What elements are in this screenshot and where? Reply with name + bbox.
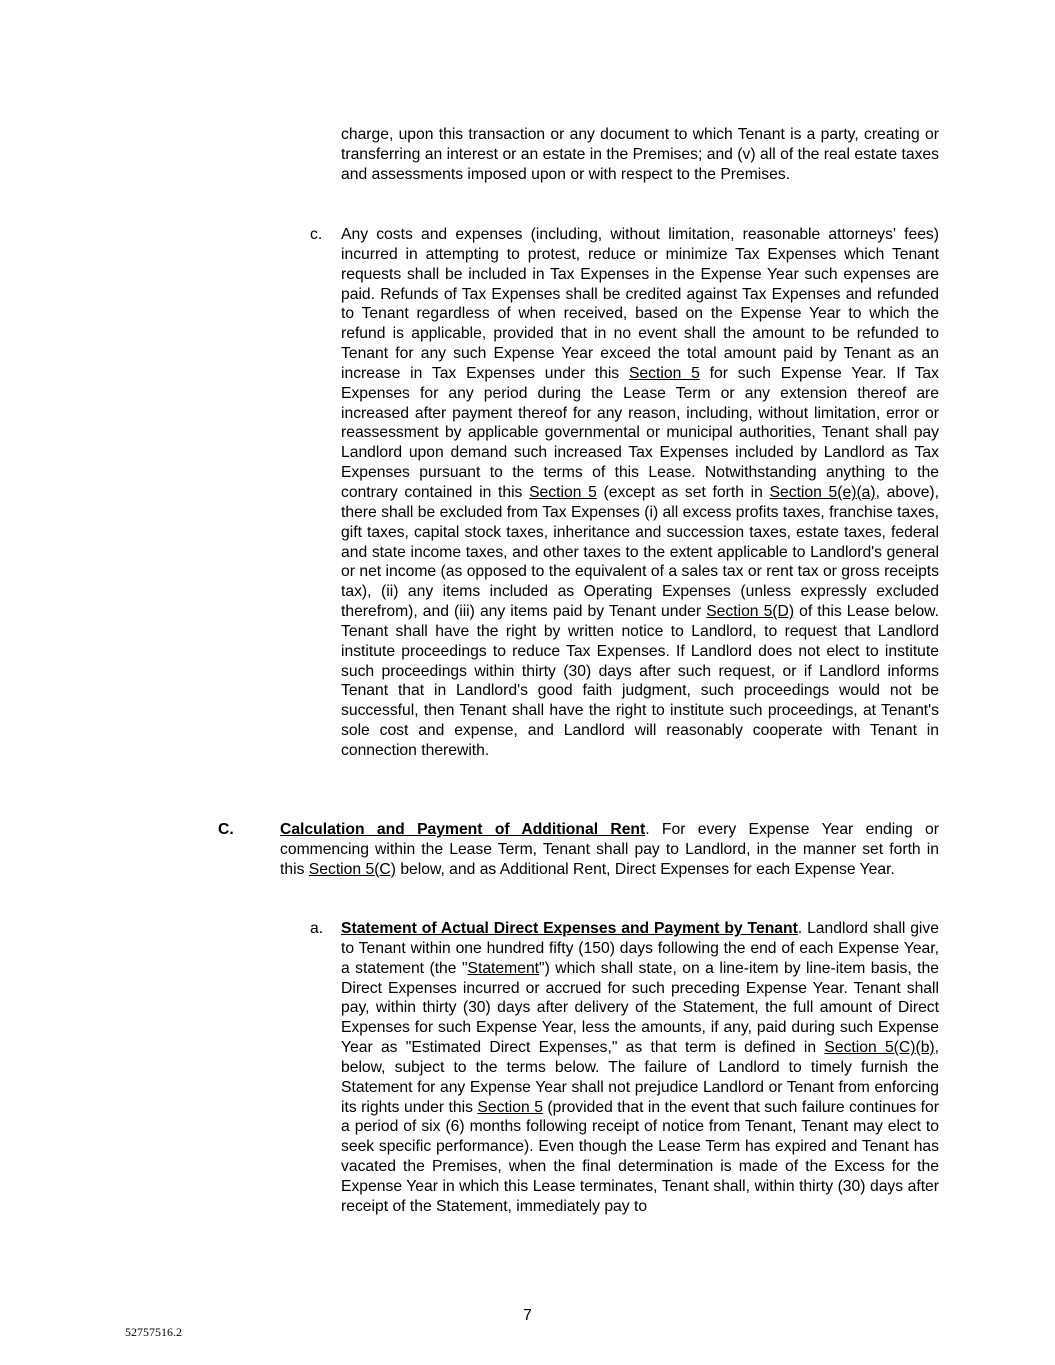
paragraph-c-label: c. [310, 226, 323, 243]
paragraph-c-text-3: (except as set forth in [596, 483, 770, 501]
section-c-label: C. [218, 821, 234, 838]
section-c-heading: Calculation and Payment of Additional Rent [280, 821, 646, 838]
paragraph-a-text-1: . Landlord shall give to Tenant within one hundred fifty (150) days following the end of each Expense Year, a statement (the " [341, 920, 939, 977]
paragraph-a-text-4: (provided that in the event that such failure continues for a period of six (6) months following receipt of notice from Tenant, Tenant may elect to seek specific performance). Even though the Lease Term has expired and Tenant has vacated the Premises, when the final determination is made of the Excess for the Expense Year in which this Lease terminates, Tenant shall, within thirty (30) days after receipt of the Statement, immediately pay to [341, 1098, 939, 1215]
paragraph-c-text-4: , above), there shall be excluded from Tax Expenses (i) all excess profits taxes, franchise taxes, gift taxes, capital stock taxes, inheritance and succession taxes, estate taxes, federal and state income taxes, and other taxes to the extent applicable to Landlord's general or net income (as opposed to the equivalent of a sales tax or rent tax or gross receipts tax), (ii) any items included as Operating Expenses (unless expressly excluded therefrom), and (iii) any items paid by Tenant under [341, 483, 939, 621]
section-5-link[interactable]: Section 5 [529, 483, 597, 501]
paragraph-c-text-1: Any costs and expenses (including, without limitation, reasonable attorneys' fees) incurred in attempting to protest, reduce or minimize Tax Expenses which Tenant requests shall be included in Tax Expenses in the Expense Year such expenses are paid. Refunds of Tax Expenses shall be credited against Tax Expenses and refunded to Tenant regardless of when received, based on the Expense Year to which the refund is applicable, provided that in no event shall the amount to be refunded to Tenant for any such Expense Year exceed the total amount paid by Tenant as an increase in Tax Expenses under this [341, 226, 939, 382]
paragraph-a-text [341, 919, 939, 1217]
statement-term: Statement [467, 959, 540, 977]
paragraph-a-text-3: , below, subject to the terms below. The failure of Landlord to timely furnish the Statement for any Expense Year shall not prejudice Landlord or Tenant from enforcing its rights under this [341, 1039, 939, 1116]
section-c [280, 820, 939, 880]
paragraph-b-text: charge, upon this transaction or any document to which Tenant is a party, creating or transferring an interest or an estate in the Premises; and (v) all of the real estate taxes and assessments imposed upon or with respect to the Premises. [341, 126, 939, 183]
page-number: 7 [523, 1307, 532, 1324]
paragraph-b-continuation [341, 125, 939, 185]
paragraph-c [341, 225, 939, 761]
paragraph-c-text-5: of this Lease below. Tenant shall have the right by written notice to Landlord, to request that Landlord institute proceedings to reduce Tax Expenses. If Landlord does not elect to institute such proceedings within thirty (30) days after such request, or if Landlord informs Tenant that in Landlord's good faith judgment, such proceedings would not be successful, then Tenant shall have the right to institute such proceedings, at Tenant's sole cost and expense, and Landlord will reasonably cooperate with Tenant in connection therewith. [341, 603, 939, 759]
paragraph-c-text-2: for such Expense Year. If Tax Expenses for any period during the Lease Term or any extension thereof are increased after payment thereof for any reason, including, without limitation, error or reassessment by applicable governmental or municipal authorities, Tenant shall pay Landlord upon demand such increased Tax Expenses included by Landlord as Tax Expenses pursuant to the terms of this Lease. Notwithstanding anything to the contrary contained in this [341, 364, 939, 501]
paragraph-a-text-2: ") which shall state, on a line-item by line-item basis, the Direct Expenses incurred or accrued for such preceding Expense Year. Tenant shall pay, within thirty (30) days after delivery of the Statement, the full amount of Direct Expenses for such Expense Year, less the amounts, if any, paid during such Expense Year as "Estimated Direct Expenses," as that term is defined in [341, 959, 939, 1057]
paragraph-a-heading: Statement of Actual Direct Expenses and Payment by Tenant [341, 920, 798, 937]
document-id: 52757516.2 [125, 1325, 182, 1339]
section-5d-link[interactable]: Section 5(D) [706, 603, 795, 621]
paragraph-a [341, 919, 939, 1217]
section-c-text-2: below, and as Additional Rent, Direct Expenses for each Expense Year. [395, 860, 895, 878]
section-5-link[interactable]: Section 5 [628, 364, 700, 382]
paragraph-c-text [341, 225, 939, 761]
section-5-link[interactable]: Section 5 [477, 1098, 543, 1116]
section-c-text-1: . For every Expense Year ending or commencing within the Lease Term, Tenant shall pay to Landlord, in the manner set forth in this [280, 821, 939, 878]
section-5c-link[interactable]: Section 5(C) [308, 860, 396, 878]
section-5cb-link[interactable]: Section 5(C)(b) [824, 1039, 935, 1057]
section-c-text [280, 820, 939, 880]
section-5ea-link[interactable]: Section 5(e)(a) [769, 483, 876, 501]
paragraph-a-label: a. [310, 920, 324, 937]
